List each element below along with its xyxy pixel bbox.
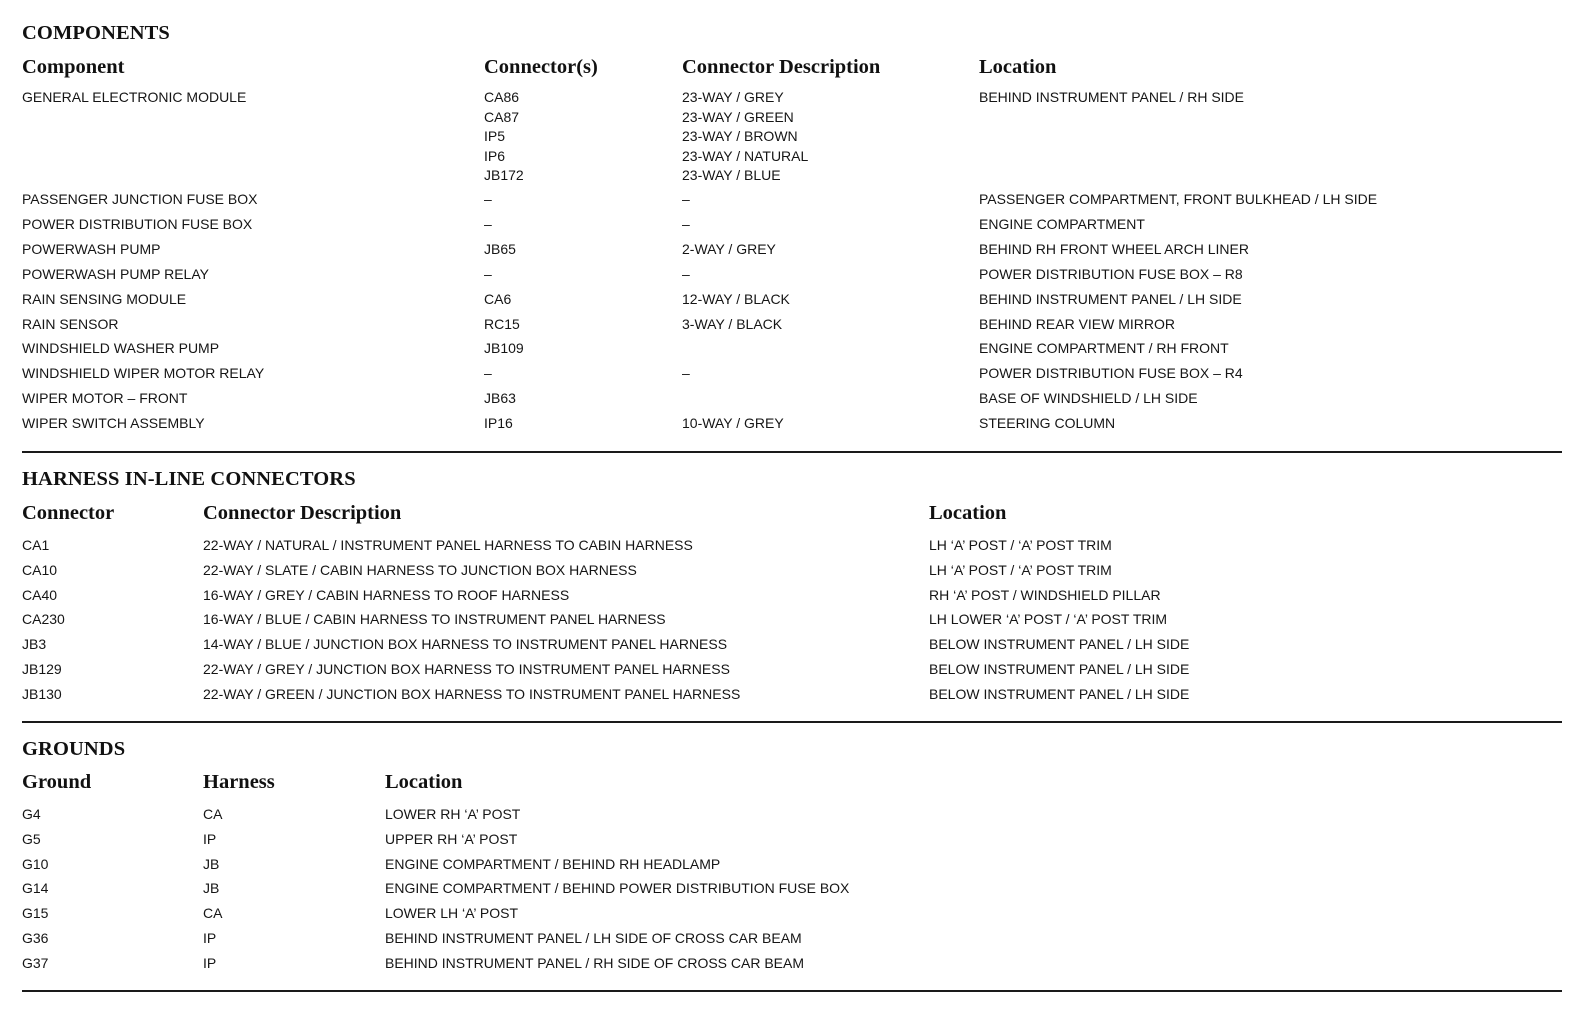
connector-descriptions-line: – — [682, 216, 690, 232]
connector-ids-line: JB65 — [484, 241, 516, 257]
component-name: GENERAL ELECTRONIC MODULE — [22, 89, 247, 105]
ground-harness: IP — [203, 954, 217, 971]
connector-descriptions — [682, 215, 690, 235]
harness-connector-location: LH ‘A’ POST / ‘A’ POST TRIM — [929, 537, 1112, 553]
harness-connector-location: LH ‘A’ POST / ‘A’ POST TRIM — [929, 561, 1112, 578]
ground-id: G5 — [22, 830, 41, 847]
component-location: ENGINE COMPARTMENT — [979, 216, 1145, 232]
connector-descriptions — [682, 290, 790, 310]
connector-descriptions-line: 12-WAY / BLACK — [682, 291, 790, 307]
document-page — [22, 0, 1562, 1020]
harness-connector-id: JB130 — [22, 685, 62, 702]
connector-ids — [484, 414, 513, 434]
connector-ids — [484, 215, 492, 235]
component-location: POWER DISTRIBUTION FUSE BOX – R4 — [979, 365, 1243, 381]
connector-descriptions-line: 23-WAY / NATURAL — [682, 147, 809, 164]
harness-header-location: Location — [929, 502, 1007, 524]
component-location: BEHIND REAR VIEW MIRROR — [979, 316, 1176, 332]
components-header-location: Location — [979, 56, 1057, 78]
ground-location: BEHIND INSTRUMENT PANEL / RH SIDE OF CROSS CAR BEAM — [385, 954, 805, 971]
connector-ids — [484, 389, 516, 409]
component-name: PASSENGER JUNCTION FUSE BOX — [22, 191, 258, 207]
harness-connector-id: CA40 — [22, 586, 58, 603]
component-location: ENGINE COMPARTMENT / RH FRONT — [979, 340, 1229, 356]
connector-descriptions-line: – — [682, 191, 690, 207]
ground-location: ENGINE COMPARTMENT / BEHIND POWER DISTRIBUTION FUSE BOX — [385, 880, 850, 897]
connector-descriptions — [682, 190, 690, 210]
ground-location: LOWER RH ‘A’ POST — [385, 806, 521, 822]
grounds-header-harness: Harness — [203, 771, 275, 793]
harness-connector-location: RH ‘A’ POST / WINDSHIELD PILLAR — [929, 586, 1161, 603]
harness-connector-description: 14-WAY / BLUE / JUNCTION BOX HARNESS TO INSTRUMENT PANEL HARNESS — [203, 636, 728, 653]
harness-connector-id: JB129 — [22, 661, 62, 677]
component-location: STEERING COLUMN — [979, 415, 1116, 431]
ground-location: LOWER LH ‘A’ POST — [385, 905, 519, 922]
ground-id: G36 — [22, 930, 49, 946]
connector-ids-line: IP6 — [484, 147, 506, 164]
ground-id: G15 — [22, 905, 49, 922]
harness-connector-id: CA10 — [22, 561, 58, 578]
harness-connector-description: 22-WAY / SLATE / CABIN HARNESS TO JUNCTION BOX HARNESS — [203, 561, 637, 578]
connector-descriptions — [682, 364, 690, 384]
components-header-description: Connector Description — [682, 56, 881, 78]
components-header-connectors: Connector(s) — [484, 56, 598, 78]
connector-ids-line: – — [484, 216, 492, 232]
section-divider — [22, 990, 1562, 992]
connector-descriptions-line: 3-WAY / BLACK — [682, 316, 783, 332]
connector-ids — [484, 315, 520, 335]
connector-ids-line: JB63 — [484, 390, 516, 406]
harness-connector-location: BELOW INSTRUMENT PANEL / LH SIDE — [929, 636, 1190, 653]
harness-connector-description: 22-WAY / GREEN / JUNCTION BOX HARNESS TO INSTRUMENT PANEL HARNESS — [203, 685, 741, 702]
connector-descriptions-line: 23-WAY / BLUE — [682, 167, 781, 183]
component-location: BASE OF WINDSHIELD / LH SIDE — [979, 390, 1198, 406]
connector-ids-line: IP5 — [484, 128, 506, 144]
harness-header-description: Connector Description — [203, 502, 402, 524]
harness-title: HARNESS IN-LINE CONNECTORS — [22, 468, 356, 490]
harness-connector-description: 16-WAY / BLUE / CABIN HARNESS TO INSTRUMENT PANEL HARNESS — [203, 611, 666, 628]
connector-ids — [484, 240, 516, 260]
connector-ids-line: – — [484, 365, 492, 381]
connector-ids-line: CA87 — [484, 108, 520, 125]
harness-connector-id: JB3 — [22, 636, 47, 653]
ground-id: G14 — [22, 880, 49, 897]
ground-id: G4 — [22, 806, 41, 822]
ground-location: BEHIND INSTRUMENT PANEL / LH SIDE OF CROSS CAR BEAM — [385, 930, 802, 946]
grounds-header-location: Location — [385, 771, 463, 793]
connector-ids — [484, 88, 524, 186]
connector-ids — [484, 265, 492, 285]
component-name: WIPER MOTOR – FRONT — [22, 390, 188, 406]
ground-harness: CA — [203, 905, 223, 922]
grounds-header-ground: Ground — [22, 771, 92, 793]
component-location: BEHIND RH FRONT WHEEL ARCH LINER — [979, 241, 1249, 257]
connector-ids-line: CA86 — [484, 89, 520, 105]
ground-harness: CA — [203, 806, 223, 822]
connector-descriptions — [682, 240, 776, 260]
harness-connector-location: BELOW INSTRUMENT PANEL / LH SIDE — [929, 661, 1190, 677]
component-name: RAIN SENSOR — [22, 316, 119, 332]
connector-descriptions — [682, 315, 782, 335]
harness-connector-id: CA230 — [22, 611, 65, 628]
component-name: WINDSHIELD WIPER MOTOR RELAY — [22, 365, 265, 381]
component-name: RAIN SENSING MODULE — [22, 291, 187, 307]
harness-connector-id: CA1 — [22, 537, 50, 553]
harness-connector-description: 22-WAY / GREY / JUNCTION BOX HARNESS TO INSTRUMENT PANEL HARNESS — [203, 661, 730, 677]
section-divider — [22, 721, 1562, 723]
connector-descriptions-line: – — [682, 365, 690, 381]
connector-descriptions-line: 2-WAY / GREY — [682, 241, 776, 257]
component-name: WINDSHIELD WASHER PUMP — [22, 340, 220, 356]
ground-id: G10 — [22, 855, 49, 872]
connector-ids-line: RC15 — [484, 316, 520, 332]
component-name: POWER DISTRIBUTION FUSE BOX — [22, 216, 253, 232]
connector-ids — [484, 290, 511, 310]
connector-ids-line: – — [484, 191, 492, 207]
component-name: POWERWASH PUMP — [22, 241, 161, 257]
harness-connector-description: 16-WAY / GREY / CABIN HARNESS TO ROOF HARNESS — [203, 586, 570, 603]
connector-descriptions-line: 23-WAY / GREY — [682, 89, 784, 105]
component-name: POWERWASH PUMP RELAY — [22, 266, 209, 282]
connector-descriptions — [682, 414, 784, 434]
connector-ids — [484, 339, 524, 359]
components-header-component: Component — [22, 56, 125, 78]
connector-descriptions-line: 23-WAY / BROWN — [682, 128, 798, 144]
harness-header-connector: Connector — [22, 502, 115, 524]
ground-harness: IP — [203, 930, 217, 946]
component-location: POWER DISTRIBUTION FUSE BOX – R8 — [979, 266, 1243, 282]
component-name: WIPER SWITCH ASSEMBLY — [22, 415, 205, 431]
component-location: BEHIND INSTRUMENT PANEL / LH SIDE — [979, 291, 1242, 307]
connector-descriptions-line: 23-WAY / GREEN — [682, 108, 794, 125]
connector-descriptions — [682, 88, 808, 186]
grounds-title: GROUNDS — [22, 738, 126, 760]
component-location: PASSENGER COMPARTMENT, FRONT BULKHEAD / LH SIDE — [979, 191, 1378, 207]
connector-ids-line: – — [484, 266, 492, 282]
connector-ids — [484, 364, 492, 384]
harness-connector-location: BELOW INSTRUMENT PANEL / LH SIDE — [929, 685, 1190, 702]
ground-id: G37 — [22, 954, 49, 971]
components-title: COMPONENTS — [22, 22, 170, 44]
connector-ids-line: CA6 — [484, 291, 512, 307]
connector-descriptions — [682, 265, 690, 285]
ground-location: ENGINE COMPARTMENT / BEHIND RH HEADLAMP — [385, 855, 721, 872]
connector-descriptions-line: 10-WAY / GREY — [682, 415, 784, 431]
ground-harness: JB — [203, 855, 220, 872]
connector-ids-line: IP16 — [484, 415, 513, 431]
ground-harness: JB — [203, 880, 220, 897]
connector-ids-line: JB109 — [484, 340, 524, 356]
component-location: BEHIND INSTRUMENT PANEL / RH SIDE — [979, 89, 1245, 105]
connector-descriptions-line: – — [682, 266, 690, 282]
ground-harness: IP — [203, 830, 217, 847]
harness-connector-description: 22-WAY / NATURAL / INSTRUMENT PANEL HARNESS TO CABIN HARNESS — [203, 537, 693, 553]
connector-ids — [484, 190, 492, 210]
harness-connector-location: LH LOWER ‘A’ POST / ‘A’ POST TRIM — [929, 611, 1168, 628]
connector-ids-line: JB172 — [484, 167, 524, 183]
section-divider — [22, 451, 1562, 453]
ground-location: UPPER RH ‘A’ POST — [385, 830, 518, 847]
